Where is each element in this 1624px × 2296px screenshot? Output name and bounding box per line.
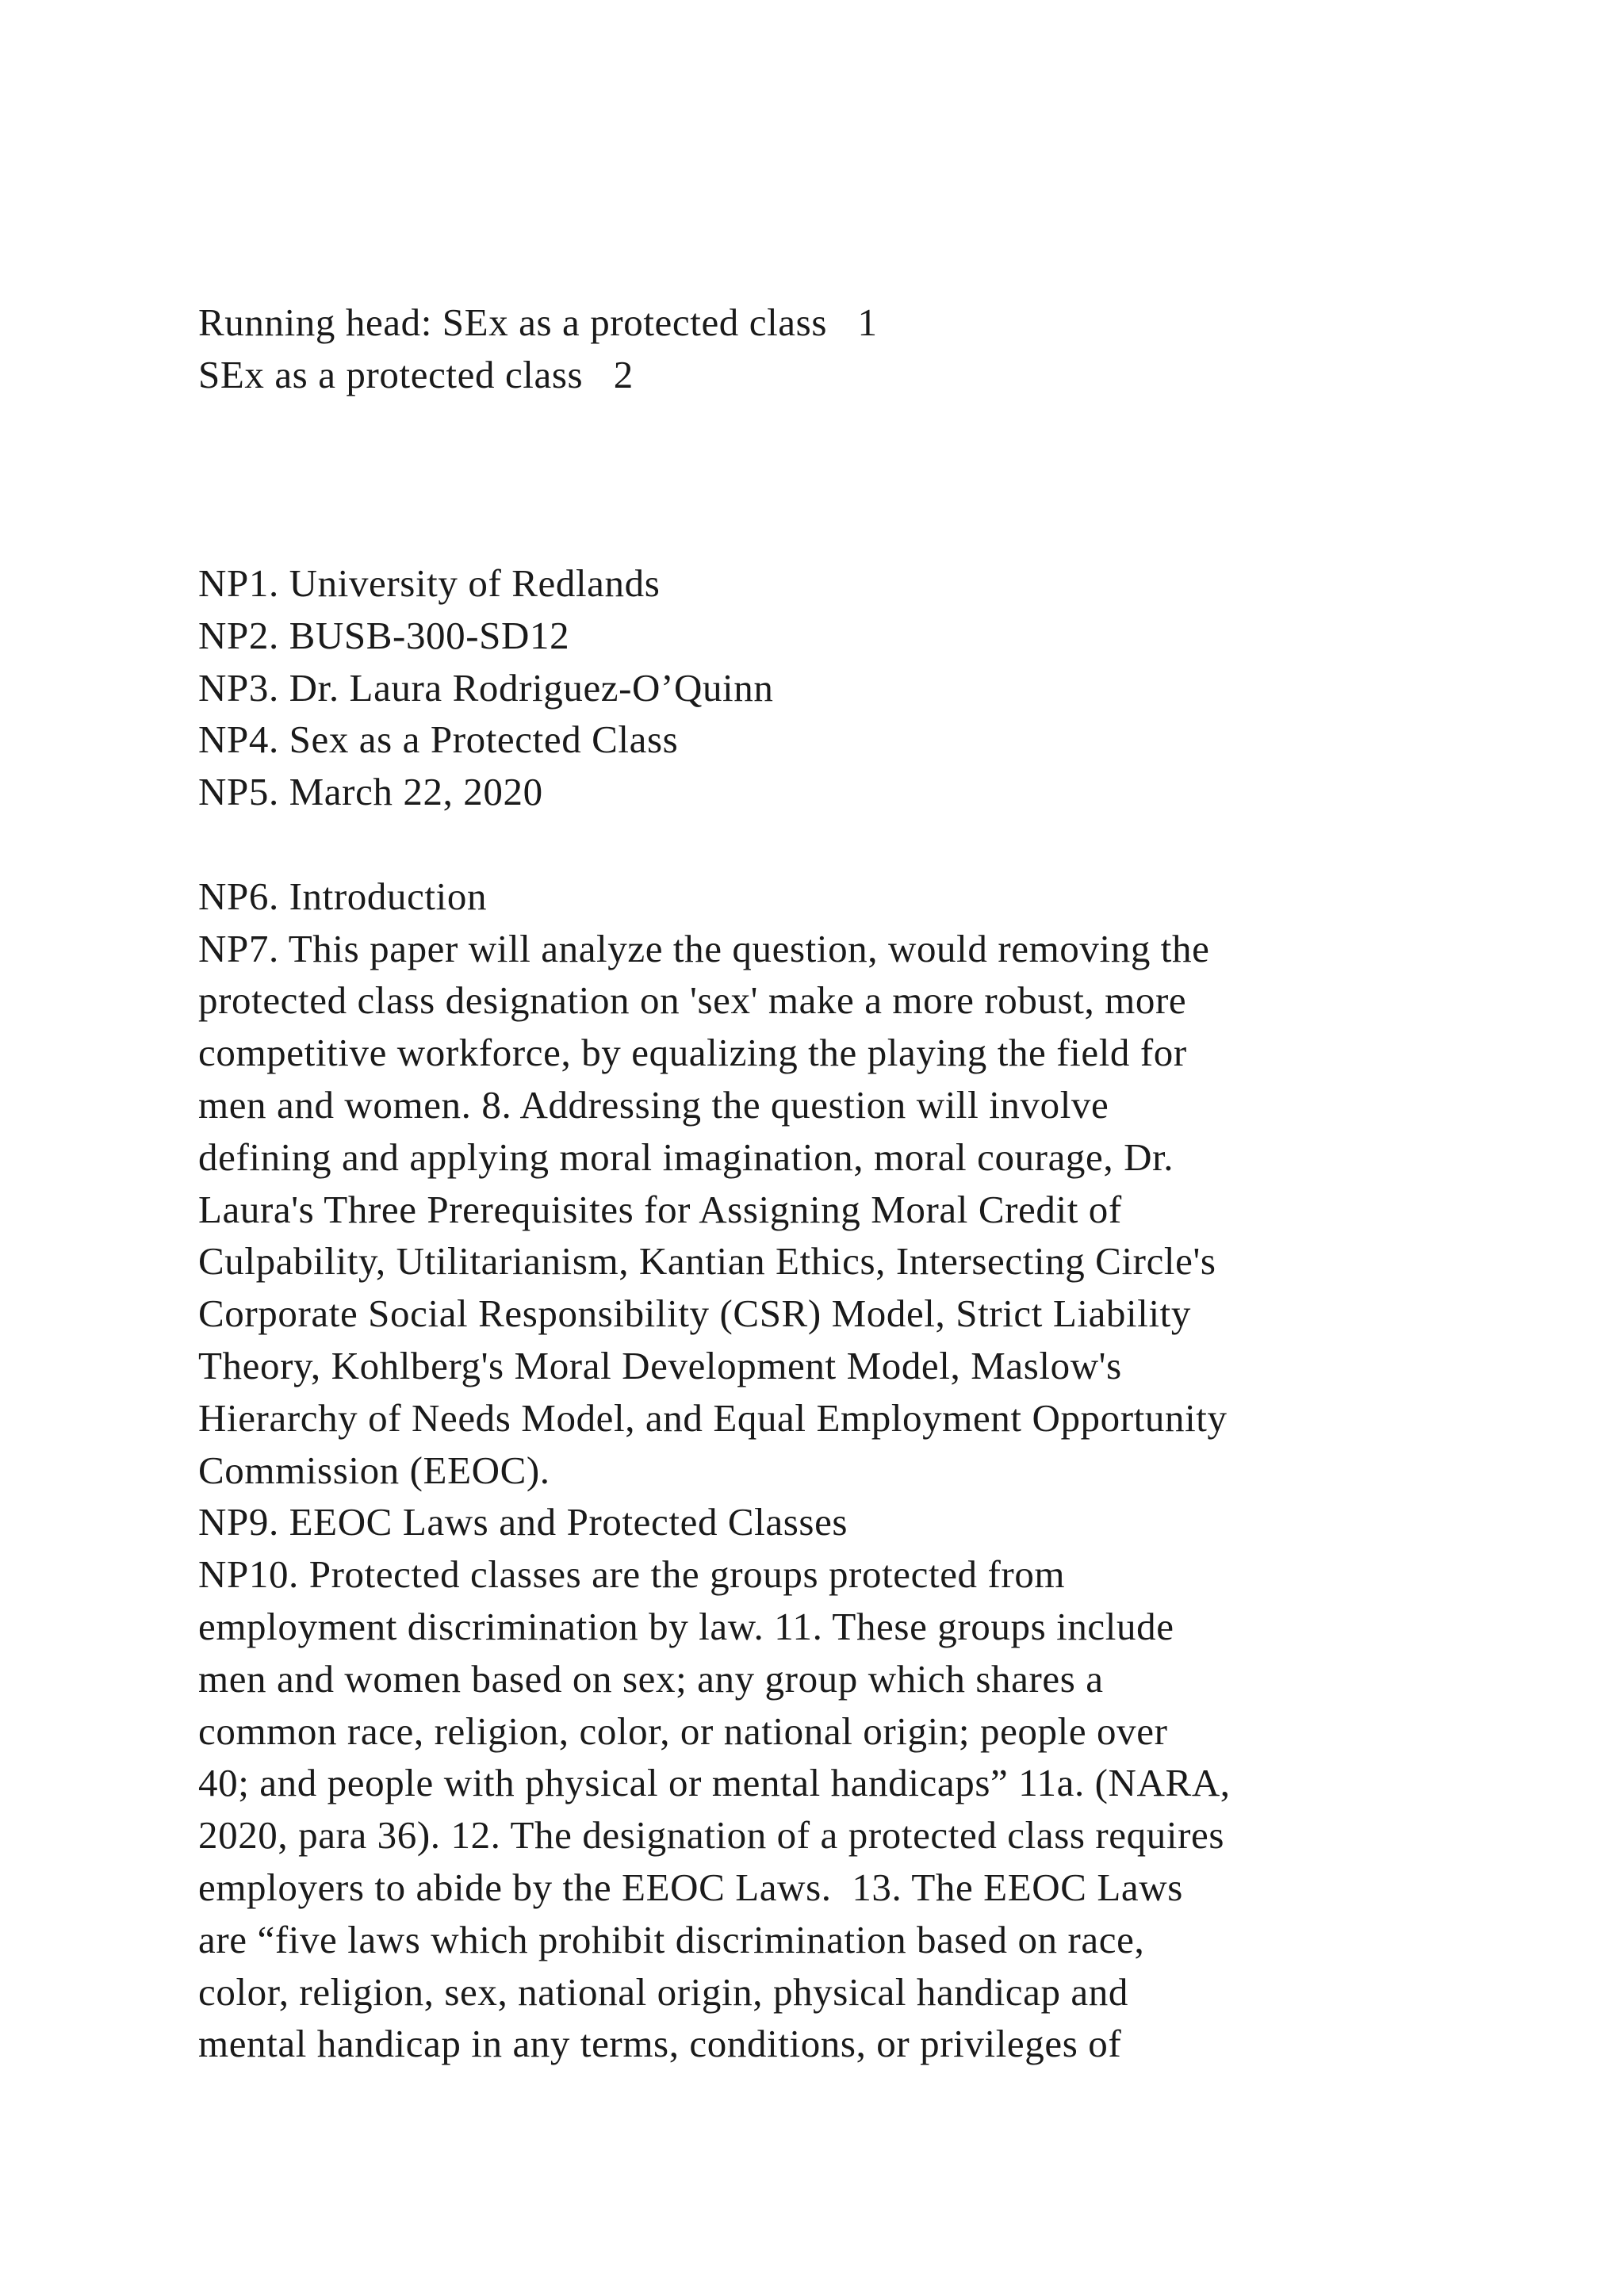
body-line: men and women based on sex; any group which shares a: [198, 1656, 1104, 1701]
body-line: NP10. Protected classes are the groups protected from: [198, 1552, 1066, 1597]
body-line: NP9. EEOC Laws and Protected Classes: [198, 1500, 848, 1544]
body-line: NP7. This paper will analyze the question, would removing the: [198, 926, 1210, 970]
body-line: 40; and people with physical or mental handicaps” 11a. (NARA,: [198, 1761, 1231, 1805]
body-line: Commission (EEOC).: [198, 1448, 550, 1492]
page-head: SEx as a protected class 2: [198, 352, 634, 396]
running-head: Running head: SEx as a protected class 1: [198, 300, 878, 344]
body-line: common race, religion, color, or national origin; people over: [198, 1709, 1168, 1753]
title-line-instructor: NP3. Dr. Laura Rodriguez-O’Quinn: [198, 665, 774, 710]
title-line-course: NP2. BUSB-300-SD12: [198, 613, 570, 657]
body-line: competitive workforce, by equalizing the playing the field for: [198, 1031, 1187, 1075]
body-line: Laura's Three Prerequisites for Assigning Moral Credit of: [198, 1187, 1122, 1231]
spacer: [198, 401, 1499, 453]
body-line: NP6. Introduction: [198, 874, 488, 918]
body-line: men and women. 8. Addressing the question will involve: [198, 1082, 1109, 1127]
body-line: are “five laws which prohibit discrimination based on race,: [198, 1917, 1145, 1961]
body-line: employment discrimination by law. 11. These groups include: [198, 1604, 1174, 1648]
spacer: [198, 818, 1499, 871]
body-line: Theory, Kohlberg's Moral Development Model, Maslow's: [198, 1343, 1122, 1387]
body-line: Culpability, Utilitarianism, Kantian Ethics, Intersecting Circle's: [198, 1239, 1216, 1284]
body-line: Corporate Social Responsibility (CSR) Model, Strict Liability: [198, 1292, 1191, 1336]
body-line: color, religion, sex, national origin, physical handicap and: [198, 1969, 1128, 2014]
body-line: Hierarchy of Needs Model, and Equal Employment Opportunity: [198, 1395, 1228, 1440]
spacer: [198, 453, 1499, 505]
title-line-date: NP5. March 22, 2020: [198, 770, 543, 814]
spacer: [198, 505, 1499, 557]
body-line: employers to abide by the EEOC Laws. 13. The EEOC Laws: [198, 1865, 1183, 1909]
title-line-paper-title: NP4. Sex as a Protected Class: [198, 718, 679, 762]
body-line: 2020, para 36). 12. The designation of a protected class requires: [198, 1813, 1225, 1858]
body-line: defining and applying moral imagination, moral courage, Dr.: [198, 1135, 1174, 1179]
document-text: [198, 297, 1499, 2070]
body-line: protected class designation on 'sex' make a more robust, more: [198, 978, 1187, 1023]
title-line-university: NP1. University of Redlands: [198, 561, 661, 605]
body-line: mental handicap in any terms, conditions, or privileges of: [198, 2022, 1122, 2066]
